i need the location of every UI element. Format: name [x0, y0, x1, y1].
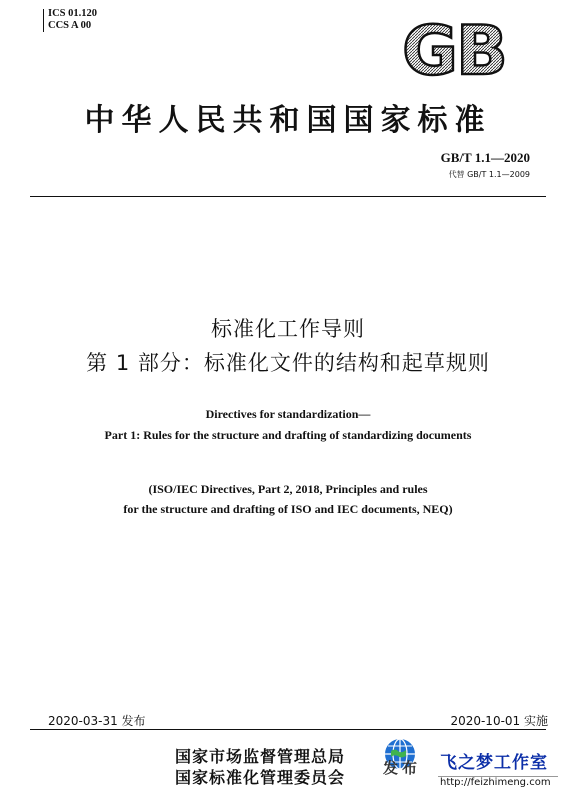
document-title-cn-line2: 第 1 部分：标准化文件的结构和起草规则 [86, 351, 490, 375]
gb-logo [394, 18, 514, 82]
release-date: 2020-03-31 发布 [48, 714, 146, 728]
adoption-note-line2: for the structure and drafting of ISO and IEC documents, NEQ) [123, 502, 453, 516]
gb-logo-text: GB [402, 18, 506, 82]
ccs-code: CCS A 00 [48, 20, 92, 31]
replaces-note: 代替 GB/T 1.1—2009 [448, 170, 530, 179]
footer-divider [30, 729, 546, 730]
issuer-line2: 国家标准化管理委员会 [175, 768, 346, 787]
classification-codes [48, 8, 97, 32]
standard-title: 中华人民共和国国家标准 [84, 103, 492, 138]
implementation-date: 2020-10-01 实施 [450, 714, 548, 728]
classification-bar [43, 9, 44, 32]
adoption-note-line1: (ISO/IEC Directives, Part 2, 2018, Principles and rules [148, 482, 428, 496]
issuer-line1: 国家市场监督管理总局 [175, 747, 346, 766]
issue-action: 发布 [383, 759, 422, 777]
watermark-url[interactable]: http://feizhimeng.com [440, 777, 551, 788]
standard-number: GB/T 1.1—2020 [440, 150, 530, 165]
document-title-en-line1: Directives for standardization— [205, 407, 371, 421]
ics-code: ICS 01.120 [48, 8, 98, 19]
watermark-name: 飞之梦工作室 [440, 753, 548, 773]
document-title-en-line2: Part 1: Rules for the structure and drafting of standardizing documents [104, 428, 472, 442]
header-divider [30, 196, 546, 197]
document-title-cn-line1: 标准化工作导则 [211, 317, 365, 341]
